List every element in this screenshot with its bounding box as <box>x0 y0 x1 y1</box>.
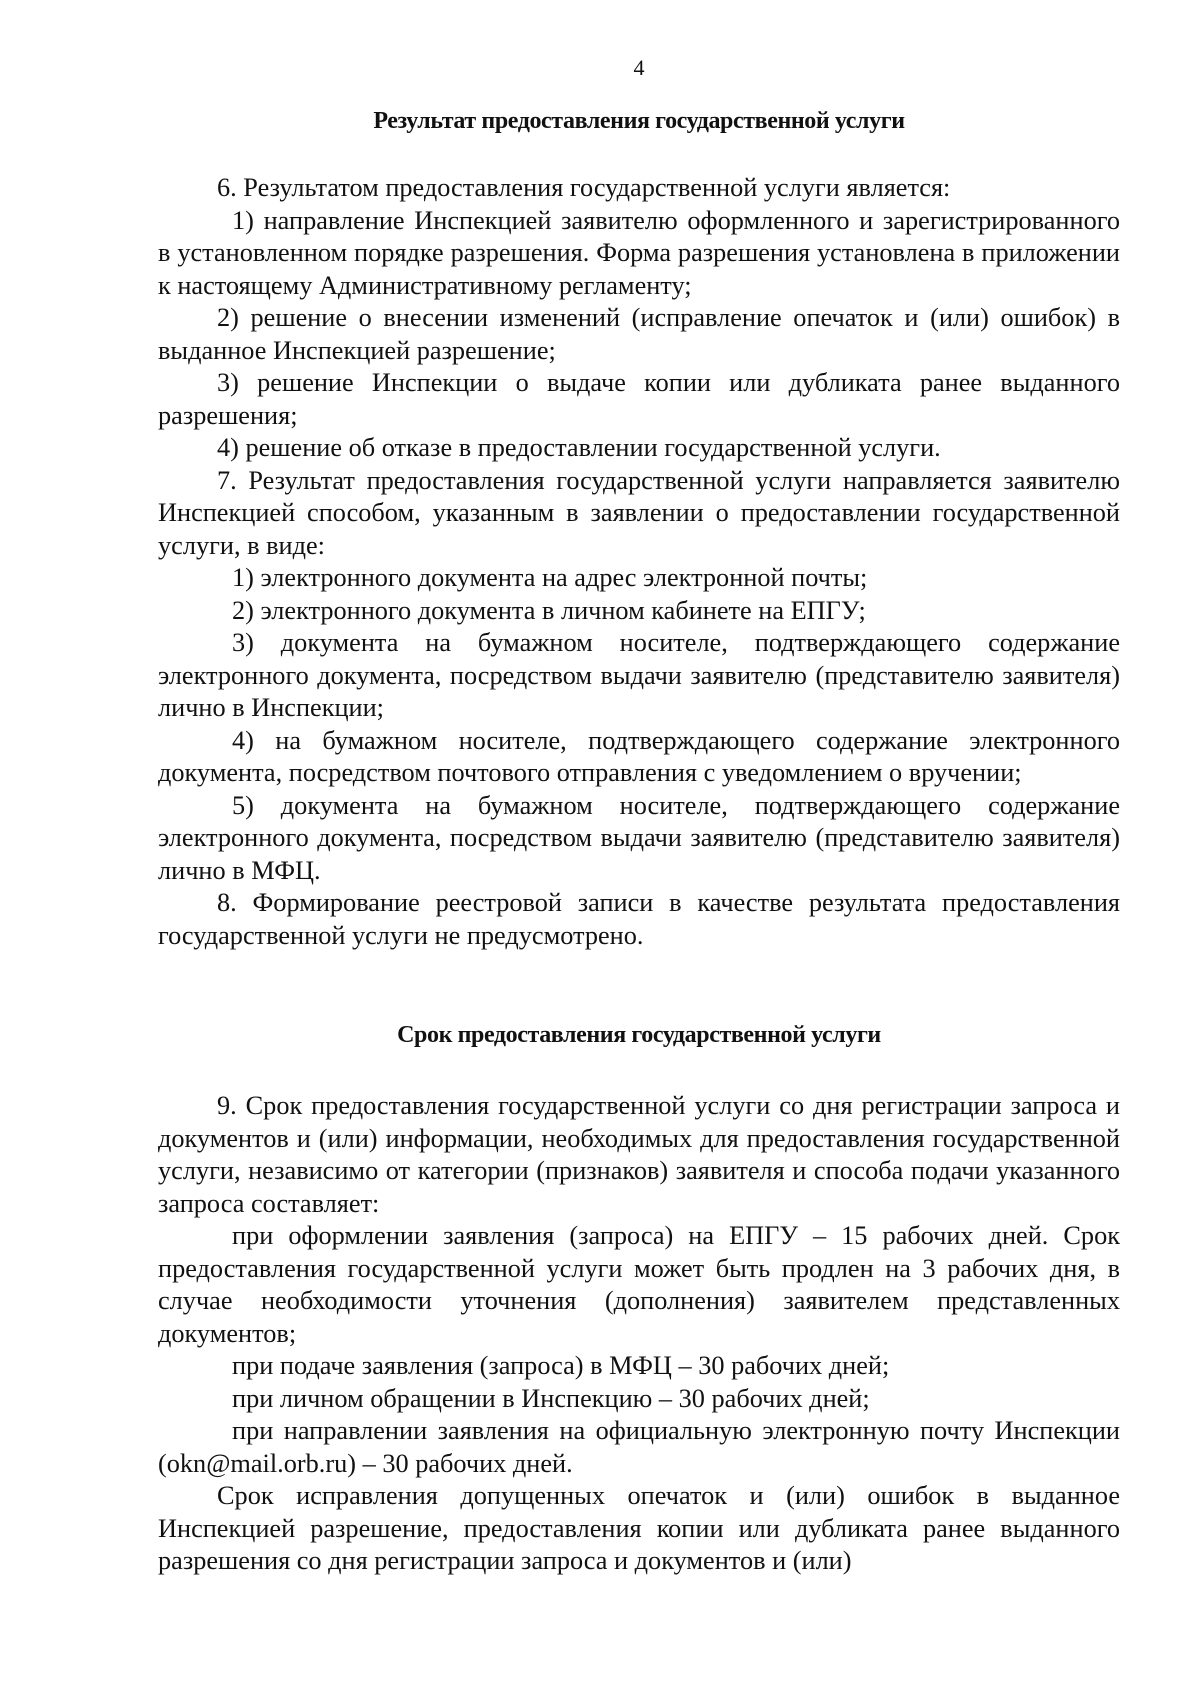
paragraph: 3) документа на бумажном носителе, подтверждающего содержание электронного документа, посредством выдачи заявителю (представителю заявителя) лично в Инспекции; <box>158 628 1120 722</box>
paragraph: 1) электронного документа на адрес электронной почты; <box>232 563 868 592</box>
section-term <box>158 1090 1120 1578</box>
paragraph: при оформлении заявления (запроса) на ЕПГУ – 15 рабочих дней. Срок предоставления государственной услуги может быть продлен на 3 рабочих дня, в случае необходимости уточнения (дополнения) заявителем представленных документов; <box>158 1221 1120 1348</box>
section-heading-term: Срок предоставления государственной услуги <box>397 1022 881 1048</box>
paragraph: 4) решение об отказе в предоставлении государственной услуги. <box>217 433 941 462</box>
paragraph: 2) электронного документа в личном кабинете на ЕПГУ; <box>232 595 866 625</box>
paragraph: 9. Срок предоставления государственной услуги со дня регистрации запроса и документов и (или) информации, необходимых для предоставления государственной услуги, независимо от категории (признаков) заявителя и способа подачи указанного запроса составляет: <box>158 1091 1120 1218</box>
paragraph: Срок исправления допущенных опечаток и (или) ошибок в выданное Инспекцией разрешение, предоставления копии или дубликата ранее выданного разрешения со дня регистрации запроса и документов и (или) <box>158 1481 1120 1575</box>
paragraph: 7. Результат предоставления государственной услуги направляется заявителю Инспекцией способом, указанным в заявлении о предоставлении государственной услуги, в виде: <box>158 465 1120 560</box>
paragraph: 1) направление Инспекцией заявителю оформленного и зарегистрированного в установленном порядке разрешения. Форма разрешения установлена в приложении к настоящему Административному регламенту; <box>158 205 1120 300</box>
paragraph: 6. Результатом предоставления государственной услуги является: <box>217 173 951 202</box>
section-result <box>158 172 1120 952</box>
paragraph: при направлении заявления на официальную электронную почту Инспекции (okn@mail.orb.ru) – 30 рабочих дней. <box>158 1416 1120 1478</box>
paragraph: 5) документа на бумажном носителе, подтверждающего содержание электронного документа, посредством выдачи заявителю (представителю заявителя) лично в МФЦ. <box>158 790 1120 885</box>
paragraph: 2) решение о внесении изменений (исправление опечаток и (или) ошибок) в выданное Инспекцией разрешение; <box>158 303 1120 365</box>
paragraph: при подаче заявления (запроса) в МФЦ – 30 рабочих дней; <box>232 1351 890 1380</box>
paragraph: при личном обращении в Инспекцию – 30 рабочих дней; <box>232 1383 870 1413</box>
paragraph: 4) на бумажном носителе, подтверждающего содержание электронного документа, посредством почтового отправления с уведомлением о вручении; <box>158 725 1120 787</box>
paragraph: 3) решение Инспекции о выдаче копии или дубликата ранее выданного разрешения; <box>158 368 1120 430</box>
page-number: 4 <box>633 55 645 80</box>
section-heading-result: Результат предоставления государственной услуги <box>373 108 905 134</box>
paragraph: 8. Формирование реестровой записи в качестве результата предоставления государственной услуги не предусмотрено. <box>158 888 1120 950</box>
